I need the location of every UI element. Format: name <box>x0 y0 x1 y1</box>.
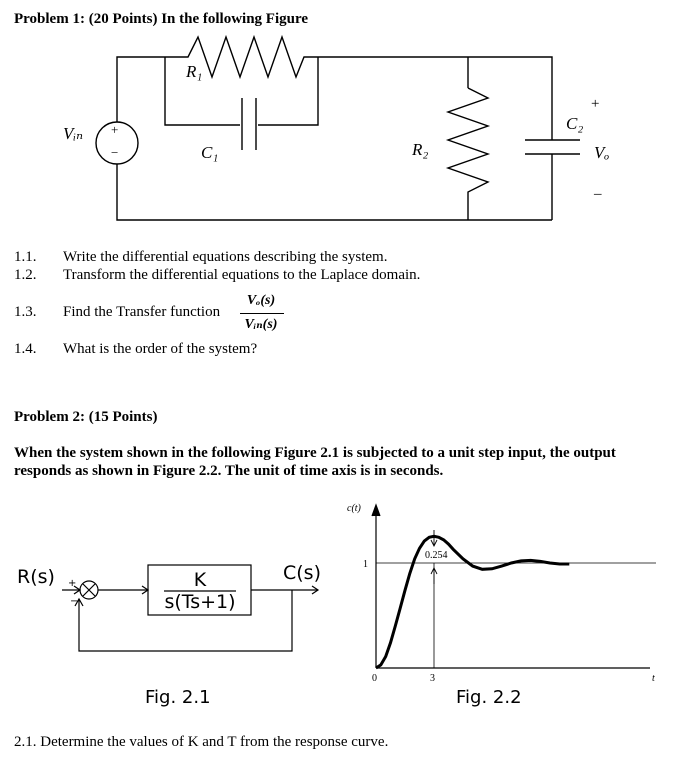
block-denominator: s(Ts+1) <box>164 591 236 613</box>
item-1-2-num: 1.2. <box>14 267 37 283</box>
item-1-2-text: Transform the differential equations to the Laplace domain. <box>63 267 421 283</box>
sum-minus-sign: − <box>70 596 79 607</box>
response-curve <box>376 536 569 668</box>
tf-denominator: Vᵢₙ(s) <box>244 317 278 332</box>
label-r1: R₁ <box>186 62 203 81</box>
item-1-3-num: 1.3. <box>14 304 37 320</box>
overshoot-label: 0.254 <box>425 550 448 561</box>
item-1-1-num: 1.1. <box>14 249 37 265</box>
label-vin: Vᵢₙ <box>63 124 83 143</box>
question-2-1: 2.1. Determine the values of K and T from the response curve. <box>14 734 389 750</box>
vo-minus: – <box>594 186 602 202</box>
source-plus: + <box>111 122 119 137</box>
item-1-3-text: Find the Transfer function <box>63 304 221 320</box>
y-axis-label: c(t) <box>347 503 361 514</box>
label-vo: Vₒ <box>594 143 610 162</box>
item-1-4-num: 1.4. <box>14 341 37 357</box>
problem2-desc-line2: responds as shown in Figure 2.2. The unit of time axis is in seconds. <box>14 463 444 479</box>
x-tick-3: 3 <box>430 673 435 684</box>
item-1-4-text: What is the order of the system? <box>63 341 258 357</box>
sum-plus-sign: + <box>68 578 77 589</box>
problem2-desc-line1: When the system shown in the following Figure 2.1 is subjected to a unit step input, the output <box>14 445 616 461</box>
fig1-caption: Fig. 2.1 <box>145 687 211 708</box>
block-input-label: R(s) <box>17 566 55 588</box>
label-c2: C₂ <box>566 114 584 133</box>
block-numerator: K <box>193 569 207 591</box>
block-output-label: C(s) <box>283 562 321 584</box>
problem1-title: Problem 1: (20 Points) In the following Figure <box>14 11 309 27</box>
y-tick-1: 1 <box>363 559 368 570</box>
tf-numerator: Vₒ(s) <box>246 293 276 308</box>
label-c1: C₁ <box>201 143 219 162</box>
source-minus: − <box>111 145 119 160</box>
item-1-1-text: Write the differential equations describing the system. <box>63 249 388 265</box>
y-axis-arrow <box>372 505 380 516</box>
label-r2: R₂ <box>412 140 429 159</box>
fig2-caption: Fig. 2.2 <box>456 687 522 708</box>
x-axis-label: t <box>652 673 655 684</box>
vo-plus: + <box>591 96 600 112</box>
x-tick-0: 0 <box>372 673 377 684</box>
problem2-title: Problem 2: (15 Points) <box>14 409 158 425</box>
